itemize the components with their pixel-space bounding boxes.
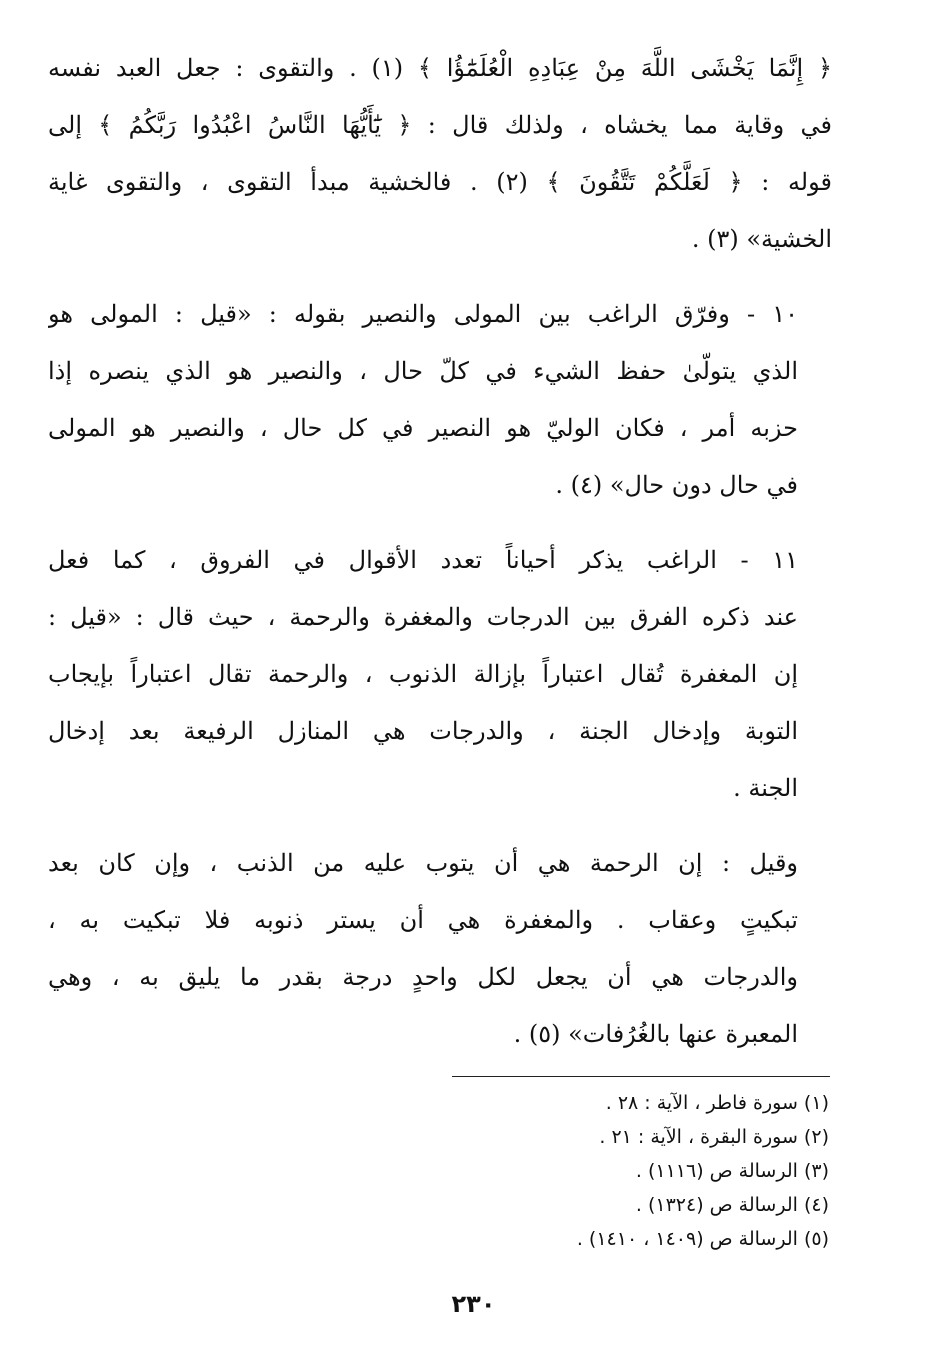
text-line: حزبه أمر ، فكان الوليّ هو النصير في كل حال ، والنصير هو المولى <box>48 414 799 442</box>
text-line: إن المغفرة تُقال اعتباراً بإزالة الذنوب ، والرحمة تقال اعتباراً بإيجاب <box>48 660 798 688</box>
main-text-block <box>48 40 832 1081</box>
text-line: وقيل : إن الرحمة هي أن يتوب عليه من الذنب ، وإن كان بعد <box>48 849 799 877</box>
text-line: والدرجات هي أن يجعل لكل واحدٍ درجة بقدر ما يليق به ، وهي <box>48 963 798 991</box>
text-line: الذي يتولّىٰ حفظ الشيء في كلّ حال ، والنصير هو الذي ينصره إذا <box>48 357 798 385</box>
text-line: ﴿ إِنَّمَا يَخْشَى اللَّهَ مِنْ عِبَادِهِ الْعُلَمَٰٓؤُا ﴾ (١) . والتقوى : جعل العبد نفسه <box>48 54 832 82</box>
text-line: الخشية» (٣) . <box>691 225 832 253</box>
text-line: ١١ - الراغب يذكر أحياناً تعدد الأقوال في الفروق ، كما فعل <box>48 546 798 574</box>
text-line: ١٠ - وفرّق الراغب بين المولى والنصير بقوله : «قيل : المولى هو <box>48 300 798 328</box>
paragraph-11-multiple-sayings <box>48 532 832 817</box>
text-line: في حال دون حال» (٤) . <box>555 471 798 499</box>
text-line: المعبرة عنها بالغُرُفات» (٥) . <box>513 1020 798 1048</box>
text-line: تبكيتٍ وعقاب . والمغفرة هي أن يستر ذنوبه فلا تبكيت به ، <box>48 906 798 934</box>
footnote-2: (٢) سورة البقرة ، الآية : ٢١ . <box>599 1126 829 1148</box>
text-line: في وقاية مما يخشاه ، ولذلك قال : ﴿ يَٰٓأَيُّهَا النَّاسُ اعْبُدُوا رَبَّكُمُ ﴾ إلى <box>48 111 832 139</box>
text-line: التوبة وإدخال الجنة ، والدرجات هي المنازل الرفيعة بعد إدخال <box>48 717 798 745</box>
footnote-4: (٤) الرسالة ص (١٣٢٤) . <box>635 1194 829 1216</box>
footnote-3: (٣) الرسالة ص (١١١٦) . <box>635 1160 829 1182</box>
footnote-5: (٥) الرسالة ص (١٤٠٩ ، ١٤١٠) . <box>576 1228 829 1250</box>
footnote-separator <box>452 1076 830 1077</box>
page-number: ٢٣٠ <box>451 1290 496 1318</box>
footnote-1: (١) سورة فاطر ، الآية : ٢٨ . <box>605 1092 829 1114</box>
paragraph-another-saying <box>48 835 832 1063</box>
footnotes <box>129 1086 829 1256</box>
text-line: عند ذكره الفرق بين الدرجات والمغفرة والرحمة ، حيث قال : «قيل : <box>48 603 798 631</box>
text-line: الجنة . <box>733 774 798 802</box>
paragraph-10-mawla-nasir <box>48 286 832 514</box>
paragraph-khashya-taqwa <box>48 40 832 268</box>
text-line: قوله : ﴿ لَعَلَّكُمْ تَتَّقُونَ ﴾ (٢) . فالخشية مبدأ التقوى ، والتقوى غاية <box>48 168 832 196</box>
